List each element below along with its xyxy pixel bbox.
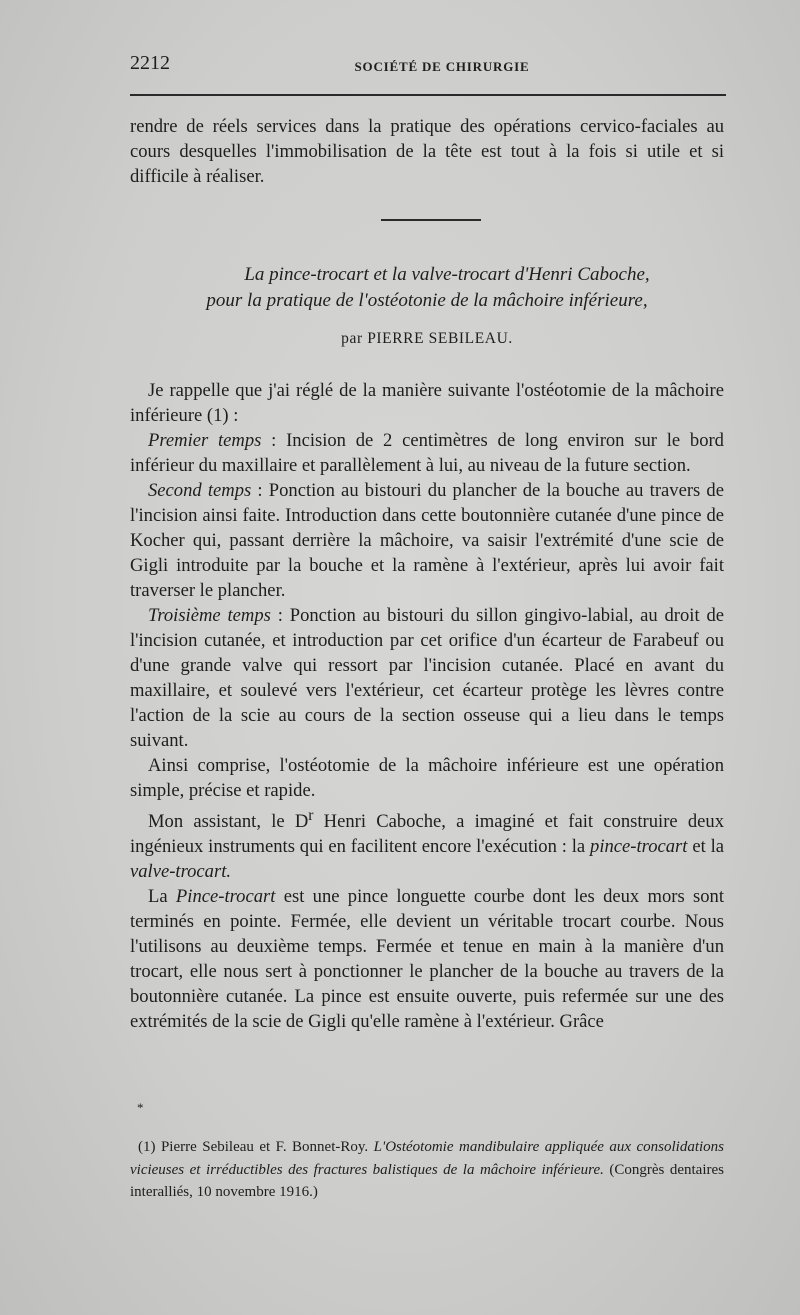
p7-text-b: est une pince longuette courbe dont les deux mors sont terminés en pointe. Fermée, elle devient un véritable trocart courbe. Nous l'utilisons au deuxième temps. Fermée et tenue en main à la manière d'un trocart, elle nous sert à ponctionner le plancher de la bouche au travers de la boutonnière cutanée. La pince est ensuite ouverte, puis refermée sur une des extrémités de la scie de Gigli qu'elle ramène à l'extérieur. Grâce — [130, 886, 724, 1033]
body-paragraph-7 — [130, 884, 724, 1034]
p6-text-b: Henri Caboche, a imaginé et fait construire deux ingénieux instruments qui en facilitent encore l'exécution : la — [130, 811, 724, 858]
body-paragraph-6 — [130, 803, 724, 884]
article-byline: par PIERRE SEBILEAU. — [341, 330, 513, 347]
page-header — [130, 52, 724, 82]
footnote-text-a: (1) Pierre Sebileau et F. Bonnet-Roy. — [138, 1139, 374, 1155]
intro-text: rendre de réels services dans la pratique des opérations cervico-faciales au cours desquelles l'immobilisation de la tête est tout à la fois si utile et si difficile à réaliser. — [130, 116, 724, 187]
header-rule — [130, 94, 726, 96]
page-number: 2212 — [130, 52, 170, 74]
article-title-line-2: pour la pratique de l'ostéotonie de la mâchoire inférieure, — [206, 290, 648, 311]
body-paragraph-4 — [130, 603, 724, 753]
p6-superscript: r — [308, 807, 314, 824]
article-body — [130, 378, 724, 1034]
step-text-3: : Ponction au bistouri du sillon gingivo-labial, au droit de l'incision cutanée, et introduction par cet orifice d'un écarteur de Farabeuf ou d'une grande valve qui ressort par l'incision cutanée. Placé en avant du maxillaire, et soulevé vers l'extérieur, cet écarteur protège les lèvres contre l'action de la scie au cours de la section osseuse qui a lieu dans le temps suivant. — [130, 605, 725, 751]
p7-italic: Pince-trocart — [175, 886, 276, 908]
body-paragraph-5: Ainsi comprise, l'ostéotomie de la mâchoire inférieure est une opération simple, précise et rapide. — [130, 755, 724, 801]
p6-italic-2: valve-trocart. — [130, 861, 232, 883]
p6-italic-1: pince-trocart — [590, 836, 688, 858]
section-separator — [381, 219, 481, 221]
step-label-2: Second temps — [148, 480, 252, 501]
footnote-italic: L'Ostéotomie mandibulaire appliquée aux consolidations vicieuses et irréductibles des fractures balistiques de la mâchoire inférieure. — [130, 1139, 724, 1178]
step-text-1: : Incision de 2 centimètres de long environ sur le bord inférieur du maxillaire et parallèlement à lui, au niveau de la future section. — [130, 430, 724, 476]
footnote — [130, 1136, 724, 1204]
footnote-mark: * — [137, 1100, 144, 1115]
step-label-3: Troisième temps — [148, 605, 271, 626]
step-text-2: : Ponction au bistouri du plancher de la bouche au travers de l'incision ainsi faite. Introduction dans cette boutonnière cutanée d'une pince de Kocher qui, passant derrière la mâchoire, va saisir l'extrémité d'une scie de Gigli introduite par la bouche et la ramène à l'extérieur, après lui avoir fait traverser le plancher. — [130, 480, 724, 601]
body-paragraph-2 — [130, 428, 724, 478]
step-label-1: Premier temps — [148, 430, 262, 451]
p6-text-c: et la — [687, 836, 725, 858]
running-title: SOCIÉTÉ DE CHIRURGIE — [354, 59, 530, 74]
p7-text-a: La — [148, 886, 176, 908]
article-title — [130, 262, 724, 314]
intro-paragraph — [130, 114, 724, 189]
body-paragraph-1: Je rappelle que j'ai réglé de la manière suivante l'ostéotomie de la mâchoire inférieure (1) : — [130, 380, 724, 426]
body-paragraph-3 — [130, 478, 724, 603]
p6-text-a: Mon assistant, le D — [148, 811, 309, 833]
article-title-line-1: La pince-trocart et la valve-trocart d'Henri Caboche, — [244, 264, 650, 285]
footnote-text-b: (Congrès dentaires interalliés, 10 novembre 1916.) — [130, 1161, 724, 1200]
